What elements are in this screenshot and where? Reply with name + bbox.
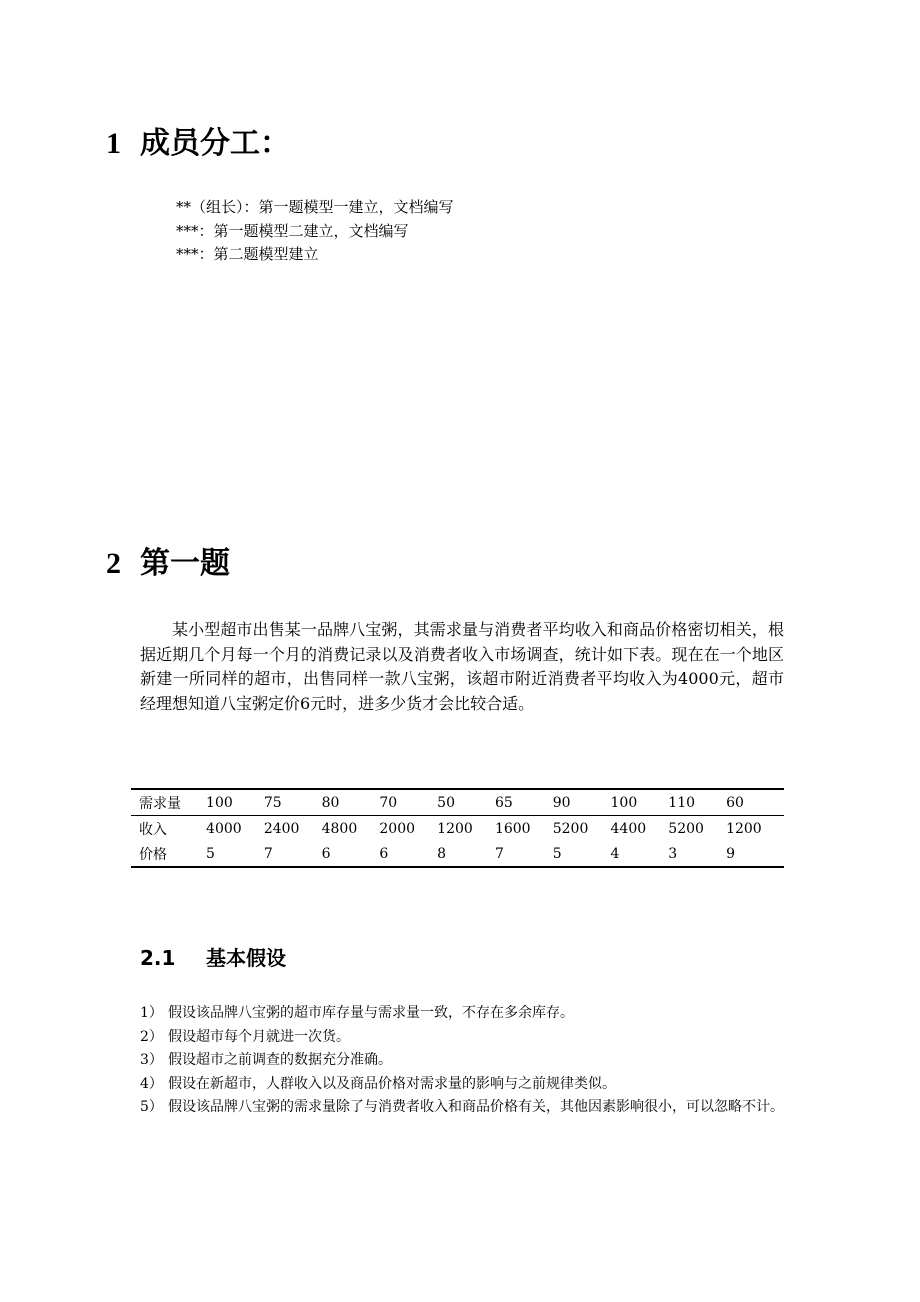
table-cell: 110 (668, 789, 726, 816)
table-cell: 100 (206, 789, 264, 816)
member-line: **（组长）：第一题模型一建立，文档编写 (176, 198, 454, 216)
table-row-price (131, 841, 784, 867)
table-cell: 65 (495, 789, 553, 816)
table-cell: 5 (206, 845, 215, 862)
member-list (176, 196, 454, 267)
member-line: ***：第二题模型建立 (176, 245, 319, 263)
table-cell: 4800 (321, 820, 358, 837)
table-cell: 2000 (379, 820, 416, 837)
assumption-text: 假设该品牌八宝粥的超市库存量与需求量一致，不存在多余库存。 (168, 1005, 574, 1021)
table-cell: 5200 (668, 820, 704, 837)
table-cell: 70 (379, 789, 437, 816)
assumption-marker: 4） (140, 1075, 163, 1092)
section-2-1-number: 2.1 (140, 946, 176, 970)
section-2-1-title: 基本假设 (206, 946, 286, 970)
table-cell: 90 (553, 789, 611, 816)
table-cell: 7 (263, 845, 273, 862)
assumption-text: 假设该品牌八宝粥的需求量除了与消费者收入和商品价格有关，其他因素影响很小，可以忽略不计。 (168, 1099, 784, 1115)
table-row-label: 需求量 (131, 789, 206, 816)
table-row-label: 价格 (139, 846, 167, 863)
section-2-number: 2 (106, 547, 121, 580)
table-cell: 4000 (206, 820, 242, 837)
assumption-marker: 5） (140, 1099, 163, 1115)
table-cell: 1200 (726, 820, 762, 837)
assumption-item (140, 1026, 784, 1050)
section-1-title: 成员分工： (140, 126, 290, 161)
table-cell: 6 (321, 845, 331, 862)
data-table (131, 788, 784, 868)
section-1-number: 1 (106, 127, 121, 160)
table-cell: 2400 (263, 820, 300, 837)
table-cell: 1600 (494, 820, 531, 837)
table-cell: 75 (264, 789, 322, 816)
table-row-demand (131, 789, 784, 816)
table-cell: 5 (552, 845, 562, 862)
table-cell: 60 (726, 789, 784, 816)
assumption-text: 假设超市之前调查的数据充分准确。 (168, 1052, 392, 1068)
table-cell: 7 (494, 845, 504, 862)
table-cell: 50 (437, 789, 495, 816)
table-cell: 80 (322, 789, 380, 816)
assumption-item (140, 1096, 784, 1120)
table-cell: 4 (610, 845, 620, 862)
assumption-marker: 2） (140, 1028, 163, 1045)
table-cell: 6 (379, 845, 389, 862)
section-2-title: 第一题 (140, 546, 230, 581)
table-cell: 3 (668, 845, 678, 862)
assumption-marker: 3） (140, 1052, 163, 1068)
section-2-heading (106, 546, 230, 582)
table-cell: 5200 (552, 820, 589, 837)
assumption-text: 假设在新超市，人群收入以及商品价格对需求量的影响与之前规律类似。 (168, 1075, 616, 1092)
assumption-marker: 1） (140, 1005, 163, 1021)
assumption-text: 假设超市每个月就进一次货。 (168, 1028, 350, 1045)
section-1-heading (106, 126, 290, 162)
table-cell: 8 (437, 845, 447, 862)
assumption-item (140, 1002, 784, 1026)
assumption-list (140, 1002, 784, 1120)
table-cell: 4400 (610, 820, 647, 837)
problem-paragraph: 某小型超市出售某一品牌八宝粥，其需求量与消费者平均收入和商品价格密切相关，根据近期几个月每一个月的消费记录以及消费者收入市场调查，统计如下表。现在在一个地区新建一所同样的超市，出售同样一款八宝粥，该超市附近消费者平均收入为4000元，超市经理想知道八宝粥定价6元时，进多少货才会比较合适。 (140, 620, 784, 713)
table-row-income (131, 816, 784, 842)
table-cell: 9 (726, 845, 735, 862)
section-2-1-heading (140, 944, 286, 972)
member-line: ***：第一题模型二建立，文档编写 (176, 221, 409, 240)
assumption-item (140, 1073, 784, 1097)
table-row-label: 收入 (139, 821, 167, 838)
table-cell: 1200 (437, 820, 473, 837)
assumption-item (140, 1049, 784, 1073)
table-cell: 100 (611, 789, 669, 816)
